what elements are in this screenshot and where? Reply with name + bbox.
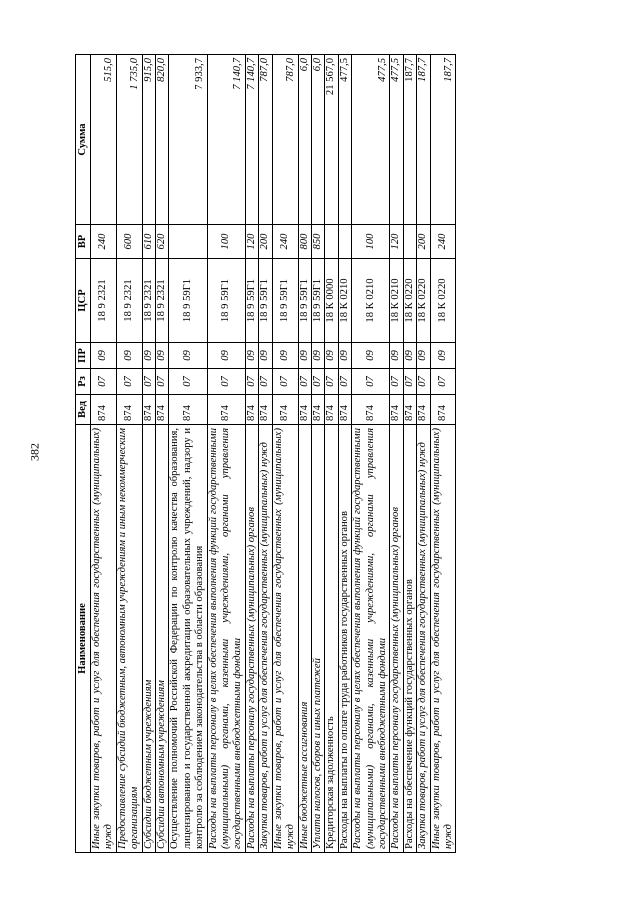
cell-pr: 09 [207,343,245,369]
table-row [325,55,338,853]
header-vr: ВР [76,225,91,259]
cell-csr: 18 9 59Г1 [272,259,298,343]
cell-name: Расходы на выплаты по оплате труда работников государственных органов [338,425,351,853]
cell-vr [338,225,351,259]
cell-sum: 477,5 [352,55,390,225]
cell-pr: 09 [338,343,351,369]
cell-name: Расходы на выплаты персоналу в целях обеспечения выполнения функций государственными (муниципальными) органами, казенными учреждениями, органами управления государственными внебюджетными фондами [352,425,390,853]
cell-sum: 820,0 [156,55,169,225]
table-row [311,55,324,853]
cell-csr: 18 9 59Г1 [169,259,207,343]
cell-pr: 09 [156,343,169,369]
cell-pr: 09 [272,343,298,369]
cell-pr: 09 [116,343,142,369]
cell-sum: 187,7 [417,55,430,225]
cell-name: Закупка товаров, работ и услуг для обеспечения государственных (муниципальных) нужд [259,425,272,853]
cell-pr: 09 [390,343,403,369]
cell-sum: 477,5 [390,55,403,225]
cell-name: Субсидии бюджетным учреждениям [142,425,155,853]
cell-rz: 07 [245,369,258,395]
cell-csr: 18 К 0000 [325,259,338,343]
cell-sum: 7 933,7 [169,55,207,225]
cell-name: Субсидии автономным учреждениям [156,425,169,853]
cell-sum: 21 567,0 [325,55,338,225]
cell-sum: 477,5 [338,55,351,225]
header-csr: ЦСР [76,259,91,343]
cell-pr: 09 [245,343,258,369]
cell-pr: 09 [325,343,338,369]
cell-csr: 18 К 0220 [417,259,430,343]
cell-vr: 600 [116,225,142,259]
cell-name: Закупка товаров, работ и услуг для обеспечения государственных (муниципальных) нужд [417,425,430,853]
cell-ved: 874 [272,395,298,425]
cell-vr: 850 [311,225,324,259]
cell-rz: 07 [417,369,430,395]
cell-rz: 07 [91,369,117,395]
cell-rz: 07 [142,369,155,395]
cell-rz: 07 [390,369,403,395]
cell-csr: 18 К 0220 [403,259,416,343]
cell-ved: 874 [156,395,169,425]
cell-name: Иные закупки товаров, работ и услуг для обеспечения государственных (муниципальных) нужд [430,425,456,853]
cell-vr: 800 [298,225,311,259]
cell-vr: 240 [430,225,456,259]
cell-vr: 100 [352,225,390,259]
cell-sum: 515,0 [91,55,117,225]
cell-sum: 6,0 [298,55,311,225]
cell-csr: 18 9 2321 [116,259,142,343]
cell-sum: 787,0 [259,55,272,225]
cell-csr: 18 К 0210 [338,259,351,343]
page-number: 382 [27,443,42,461]
cell-pr: 09 [430,343,456,369]
cell-pr: 09 [259,343,272,369]
table-row [298,55,311,853]
table-row [245,55,258,853]
cell-vr: 200 [417,225,430,259]
cell-sum: 1 735,0 [116,55,142,225]
cell-name: Иные бюджетные ассигнования [298,425,311,853]
cell-pr: 09 [311,343,324,369]
cell-vr: 120 [390,225,403,259]
cell-ved: 874 [352,395,390,425]
header-name: Наименование [76,425,91,853]
table-row [338,55,351,853]
table-row [390,55,403,853]
table-row [91,55,117,853]
cell-ved: 874 [417,395,430,425]
cell-csr: 18 К 0220 [430,259,456,343]
cell-ved: 874 [116,395,142,425]
cell-pr: 09 [169,343,207,369]
cell-csr: 18 9 59Г1 [207,259,245,343]
cell-ved: 874 [91,395,117,425]
table-row [352,55,390,853]
cell-name: Расходы на выплаты персоналу в целях обеспечения выполнения функций государственными (муниципальными) органами, казенными учреждениями, органами управления государственными внебюджетными фондами [207,425,245,853]
table-body [91,55,456,853]
cell-name: Осуществление полномочий Российской Федерации по контролю качества образования, лицензированию и государственной аккредитации образовательных учреждений, надзору и контролю за соблюдением законодательства в области образования [169,425,207,853]
header-sum: Сумма [76,55,91,225]
table-row [259,55,272,853]
cell-ved: 874 [390,395,403,425]
cell-ved: 874 [142,395,155,425]
cell-vr [325,225,338,259]
cell-vr: 240 [91,225,117,259]
cell-name: Расходы на выплаты персоналу государственных (муниципальных) органов [390,425,403,853]
table-row [169,55,207,853]
table-row [142,55,155,853]
cell-sum: 6,0 [311,55,324,225]
header-pr: ПР [76,343,91,369]
table-header-row [76,55,91,853]
cell-csr: 18 9 2321 [156,259,169,343]
cell-vr: 240 [272,225,298,259]
cell-rz: 07 [116,369,142,395]
cell-vr: 100 [207,225,245,259]
cell-rz: 07 [311,369,324,395]
cell-csr: 18 9 59Г1 [311,259,324,343]
cell-ved: 874 [430,395,456,425]
cell-vr: 200 [259,225,272,259]
cell-csr: 18 9 59Г1 [298,259,311,343]
cell-ved: 874 [338,395,351,425]
budget-table [75,54,456,853]
cell-sum: 187,7 [430,55,456,225]
cell-name: Предоставление субсидий бюджетным, автономным учреждениям и иным некоммерческим организациям [116,425,142,853]
table-row [430,55,456,853]
cell-rz: 07 [259,369,272,395]
cell-name: Расходы на обеспечение функций государственных органов [403,425,416,853]
cell-vr [169,225,207,259]
cell-sum: 915,0 [142,55,155,225]
cell-ved: 874 [169,395,207,425]
cell-rz: 07 [338,369,351,395]
cell-vr [403,225,416,259]
cell-rz: 07 [272,369,298,395]
cell-name: Кредиторская задолженность [325,425,338,853]
header-ved: Вед [76,395,91,425]
cell-pr: 09 [298,343,311,369]
cell-ved: 874 [259,395,272,425]
cell-rz: 07 [156,369,169,395]
cell-rz: 07 [430,369,456,395]
cell-vr: 120 [245,225,258,259]
cell-ved: 874 [403,395,416,425]
cell-rz: 07 [207,369,245,395]
cell-sum: 787,0 [272,55,298,225]
cell-ved: 874 [325,395,338,425]
cell-vr: 620 [156,225,169,259]
cell-sum: 7 140,7 [245,55,258,225]
cell-csr: 18 9 59Г1 [259,259,272,343]
table-row [417,55,430,853]
cell-pr: 09 [142,343,155,369]
cell-csr: 18 9 59Г1 [245,259,258,343]
cell-rz: 07 [169,369,207,395]
table-row [116,55,142,853]
cell-ved: 874 [311,395,324,425]
cell-rz: 07 [325,369,338,395]
cell-csr: 18 К 0210 [390,259,403,343]
cell-ved: 874 [245,395,258,425]
cell-ved: 874 [298,395,311,425]
cell-ved: 874 [207,395,245,425]
cell-csr: 18 9 2321 [142,259,155,343]
cell-pr: 09 [91,343,117,369]
cell-name: Расходы на выплаты персоналу государственных (муниципальных) органов [245,425,258,853]
cell-rz: 07 [403,369,416,395]
cell-pr: 09 [352,343,390,369]
cell-sum: 187,7 [403,55,416,225]
cell-pr: 09 [417,343,430,369]
cell-sum: 7 140,7 [207,55,245,225]
cell-csr: 18 К 0210 [352,259,390,343]
cell-rz: 07 [352,369,390,395]
cell-name: Иные закупки товаров, работ и услуг для обеспечения государственных (муниципальных) нужд [91,425,117,853]
cell-csr: 18 9 2321 [91,259,117,343]
header-rz: Рз [76,369,91,395]
cell-vr: 610 [142,225,155,259]
table-row [156,55,169,853]
table-row [403,55,416,853]
table-row [272,55,298,853]
cell-name: Иные закупки товаров, работ и услуг для обеспечения государственных (муниципальных) нужд [272,425,298,853]
budget-table-sheet [75,55,547,853]
cell-pr: 09 [403,343,416,369]
cell-name: Уплата налогов, сборов и иных платежей [311,425,324,853]
table-row [207,55,245,853]
cell-rz: 07 [298,369,311,395]
